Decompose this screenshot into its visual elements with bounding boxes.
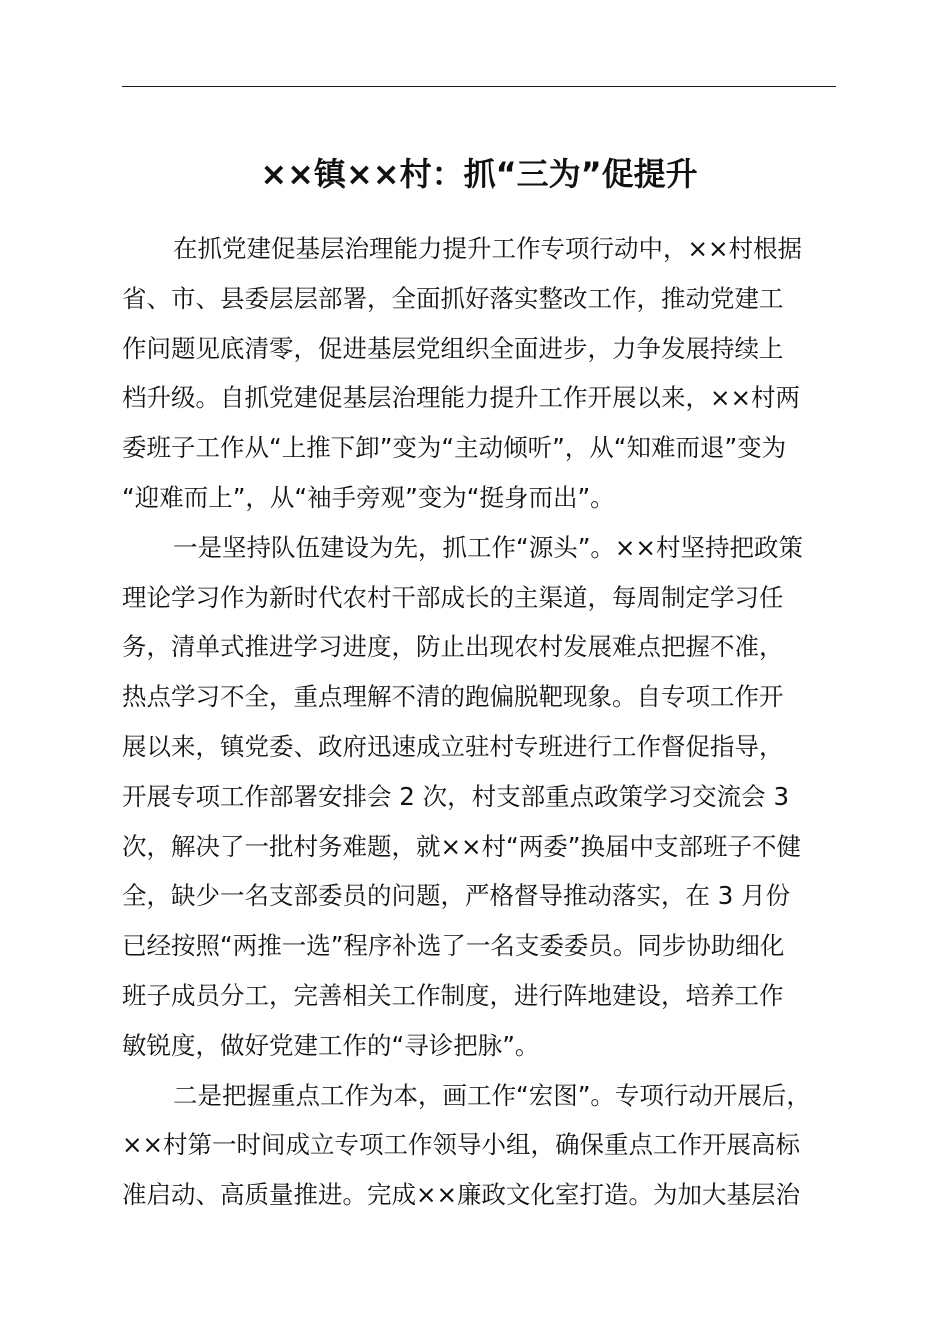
text-line: 开展专项工作部署安排会 2 次，村支部重点政策学习交流会 3 xyxy=(122,781,790,811)
text-line: 在抓党建促基层治理能力提升工作专项行动中，××村根据 xyxy=(173,234,803,263)
text-line: 务，清单式推进学习进度，防止出现农村发展难点把握不准， xyxy=(122,632,784,662)
paragraph-team-building xyxy=(122,523,836,1071)
text-line: 一是坚持队伍建设为先，抓工作“源头”。××村坚持把政策 xyxy=(173,532,803,562)
document-body xyxy=(122,224,836,1220)
paragraph-intro xyxy=(122,224,836,523)
text-line: 准启动、高质量推进。完成××廉政文化室打造。为加大基层治 xyxy=(122,1180,801,1210)
text-line: 档升级。自抓党建促基层治理能力提升工作开展以来，××村两 xyxy=(122,383,801,413)
text-line: 二是把握重点工作为本，画工作“宏图”。专项行动开展后， xyxy=(173,1080,811,1110)
text-line: 展以来，镇党委、政府迅速成立驻村专班进行工作督促指导， xyxy=(122,731,784,761)
text-line: ××村第一时间成立专项工作领导小组，确保重点工作开展高标 xyxy=(122,1130,801,1160)
text-line: 作问题见底清零，促进基层党组织全面进步，力争发展持续上 xyxy=(122,333,784,363)
paragraph-key-work xyxy=(122,1071,836,1220)
document-title: ××镇××村：抓“三为”促提升 xyxy=(260,155,698,193)
text-line: “迎难而上”，从“袖手旁观”变为“挺身而出”。 xyxy=(122,482,615,512)
text-line: 全，缺少一名支部委员的问题，严格督导推动落实，在 3 月份 xyxy=(122,881,791,911)
text-line: 已经按照“两推一选”程序补选了一名支委委员。同步协助细化 xyxy=(122,931,785,961)
text-line: 委班子工作从“上推下卸”变为“主动倾听”，从“知难而退”变为 xyxy=(122,433,787,463)
text-line: 省、市、县委层层部署，全面抓好落实整改工作，推动党建工 xyxy=(122,283,784,313)
text-line: 次，解决了一批村务难题，就××村“两委”换届中支部班子不健 xyxy=(122,831,801,861)
text-line: 热点学习不全，重点理解不清的跑偏脱靶现象。自专项工作开 xyxy=(122,682,784,712)
text-line: 敏锐度，做好党建工作的“寻诊把脉”。 xyxy=(122,1030,540,1060)
header-rule xyxy=(122,86,836,87)
text-line: 班子成员分工，完善相关工作制度，进行阵地建设，培养工作 xyxy=(122,980,784,1010)
text-line: 理论学习作为新时代农村干部成长的主渠道，每周制定学习任 xyxy=(122,582,784,612)
